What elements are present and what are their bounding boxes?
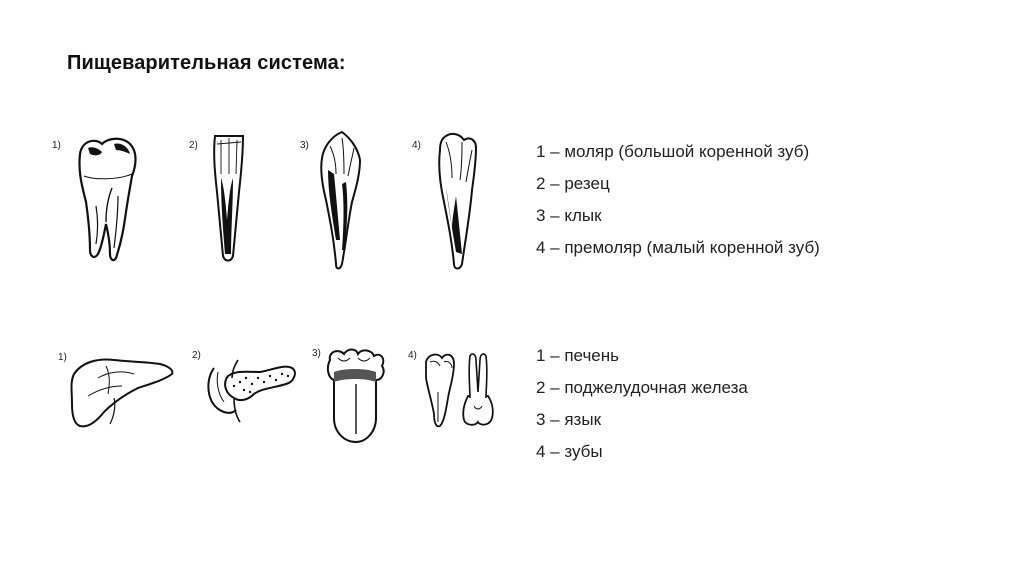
figure-number: 1)	[52, 140, 61, 151]
figure-teeth-pair	[408, 350, 498, 430]
legend-item: 4 – зубы	[536, 442, 603, 461]
figure-number: 2)	[189, 140, 198, 151]
figure-number: 1)	[58, 352, 67, 363]
legend-item: 2 – поджелудочная железа	[536, 378, 748, 397]
figure-number: 2)	[192, 350, 201, 361]
legend-item: 1 – моляр (большой коренной зуб)	[536, 142, 810, 161]
figure-number: 3)	[300, 140, 309, 151]
incisor-tooth-icon	[209, 134, 249, 264]
canine-tooth-icon	[316, 130, 366, 270]
liver-icon	[68, 356, 178, 432]
legend-item: 2 – резец	[536, 174, 610, 193]
figure-number: 4)	[412, 140, 421, 151]
teeth-legend	[536, 136, 820, 264]
figure-incisor	[189, 140, 259, 270]
legend-item: 1 – печень	[536, 346, 620, 365]
tongue-icon	[324, 348, 388, 444]
slide-title: Пищеварительная система:	[67, 52, 346, 74]
figure-canine	[300, 140, 370, 270]
figure-number: 4)	[408, 350, 417, 361]
figure-premolar	[412, 140, 492, 270]
figure-liver	[58, 352, 178, 442]
figure-number: 3)	[312, 348, 321, 359]
figure-pancreas	[192, 350, 302, 430]
figure-molar	[52, 140, 142, 270]
premolar-tooth-icon	[432, 130, 482, 270]
legend-item: 3 – язык	[536, 410, 602, 429]
organs-legend	[536, 340, 748, 468]
molar-tooth-icon	[72, 136, 142, 266]
figure-tongue	[312, 348, 392, 448]
teeth-pair-icon	[422, 352, 498, 428]
pancreas-icon	[204, 354, 300, 426]
legend-item: 3 – клык	[536, 206, 602, 225]
legend-item: 4 – премоляр (малый коренной зуб)	[536, 238, 820, 257]
